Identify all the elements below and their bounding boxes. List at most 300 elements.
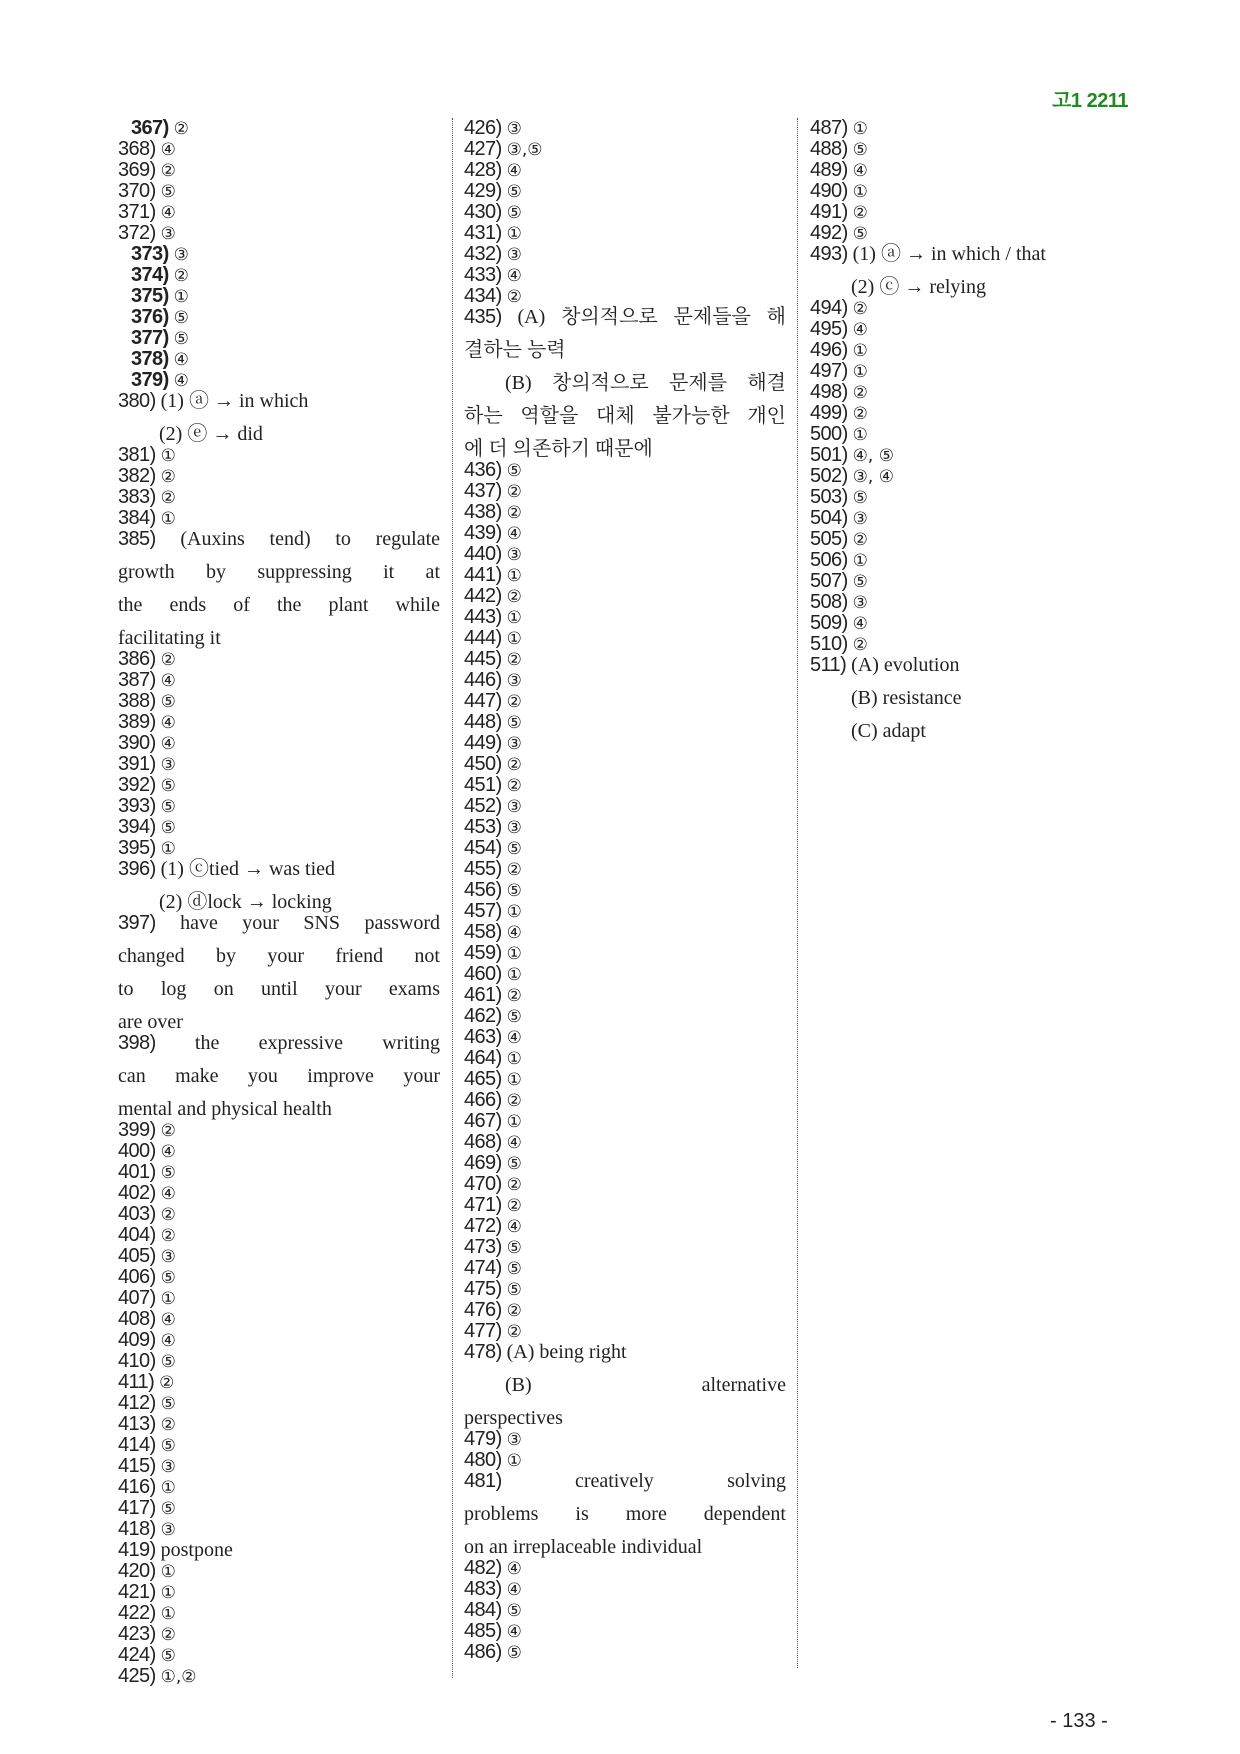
answer-text: ② xyxy=(506,287,522,307)
answer-entry xyxy=(464,1429,786,1450)
answer-entry xyxy=(464,1216,786,1237)
answer-text: ① xyxy=(506,566,522,586)
answer-line xyxy=(810,445,1122,466)
answer-text: ② xyxy=(506,587,522,607)
question-number: 476) xyxy=(464,1299,502,1321)
answer-entry xyxy=(118,286,440,307)
answer-entry xyxy=(810,202,1122,223)
answer-text: ② xyxy=(160,1121,176,1141)
answer-entry xyxy=(464,1471,786,1558)
answer-line xyxy=(810,634,1122,655)
answer-text: ① xyxy=(506,608,522,628)
question-number: 482) xyxy=(464,1557,502,1579)
answer-line xyxy=(810,487,1122,508)
question-number: 437) xyxy=(464,480,502,502)
question-number: 495) xyxy=(810,318,848,340)
answer-text: ① xyxy=(506,1451,522,1471)
answer-entry xyxy=(464,628,786,649)
answer-entry xyxy=(810,139,1122,160)
document-code-header: 고1 2211 xyxy=(1052,90,1128,112)
answer-line xyxy=(118,181,440,202)
answer-text: ⑤ xyxy=(160,1499,176,1519)
answer-entry xyxy=(464,1621,786,1642)
question-number: 426) xyxy=(464,117,502,139)
answer-entry xyxy=(464,901,786,922)
answer-line xyxy=(118,691,440,712)
answer-line xyxy=(464,901,786,922)
question-number: 450) xyxy=(464,753,502,775)
answer-line xyxy=(464,160,786,181)
answer-entry xyxy=(464,139,786,160)
answer-entry xyxy=(464,565,786,586)
question-number: 464) xyxy=(464,1047,502,1069)
question-number: 486) xyxy=(464,1641,502,1663)
answer-line xyxy=(464,307,786,340)
answer-text: ② xyxy=(160,1226,176,1246)
answer-entry xyxy=(464,1174,786,1195)
question-number: 399) xyxy=(118,1119,156,1141)
answer-text: ② xyxy=(160,1205,176,1225)
answer-text: ④ xyxy=(506,1580,522,1600)
question-number: 488) xyxy=(810,138,848,160)
answer-text: ⑤ xyxy=(506,713,522,733)
question-number: 382) xyxy=(118,465,156,487)
question-number: 424) xyxy=(118,1644,156,1666)
answer-entry xyxy=(464,481,786,502)
answer-entry xyxy=(118,1435,440,1456)
answer-text: ④ xyxy=(852,614,868,634)
answer-entry xyxy=(464,691,786,712)
answer-text: ② xyxy=(506,986,522,1006)
answer-entry xyxy=(464,1132,786,1153)
answer-entry xyxy=(464,649,786,670)
answer-text: ④ xyxy=(173,371,189,391)
answer-entry xyxy=(810,160,1122,181)
question-number: 465) xyxy=(464,1068,502,1090)
answer-entry xyxy=(118,487,440,508)
answer-line xyxy=(464,670,786,691)
answer-entry xyxy=(118,649,440,670)
answer-entry xyxy=(118,859,440,913)
answer-line xyxy=(118,466,440,487)
answer-line xyxy=(810,571,1122,592)
answer-text: (1) ⓒtied → was tied xyxy=(160,858,336,880)
answer-line xyxy=(118,595,440,628)
answer-line xyxy=(810,550,1122,571)
answer-text: ② xyxy=(159,1373,175,1393)
answer-text: ⑤ xyxy=(852,572,868,592)
answer-line xyxy=(464,1006,786,1027)
question-number: 453) xyxy=(464,816,502,838)
answer-entry xyxy=(810,244,1122,298)
question-number: 387) xyxy=(118,669,156,691)
question-number: 428) xyxy=(464,159,502,181)
answer-line xyxy=(464,139,786,160)
answer-text: (B) resistance xyxy=(851,687,962,709)
question-number: 385) xyxy=(118,528,156,550)
answer-entry xyxy=(118,1267,440,1288)
answer-line xyxy=(118,349,440,370)
answer-text: ④ xyxy=(160,203,176,223)
question-number: 501) xyxy=(810,444,848,466)
answer-entry xyxy=(118,139,440,160)
answer-line xyxy=(464,1429,786,1450)
question-number: 397) xyxy=(118,912,156,934)
answer-entry xyxy=(464,1600,786,1621)
question-number: 407) xyxy=(118,1287,156,1309)
answer-text: 에 더 의존하기 때문에 xyxy=(464,438,653,460)
answer-entry xyxy=(464,265,786,286)
question-number: 383) xyxy=(118,486,156,508)
question-number: 479) xyxy=(464,1428,502,1450)
question-number: 506) xyxy=(810,549,848,571)
answer-line xyxy=(464,1195,786,1216)
question-number: 503) xyxy=(810,486,848,508)
answer-text: have your SNS password xyxy=(180,912,441,934)
answer-line xyxy=(118,1066,440,1099)
answer-text: ① xyxy=(173,287,189,307)
question-number: 460) xyxy=(464,963,502,985)
answer-text: the expressive writing xyxy=(194,1032,441,1054)
answer-line xyxy=(464,1504,786,1537)
answer-line xyxy=(464,1237,786,1258)
question-number: 509) xyxy=(810,612,848,634)
answer-text: ⑤ xyxy=(160,1646,176,1666)
answer-text: mental and physical health xyxy=(118,1098,332,1120)
question-number: 451) xyxy=(464,774,502,796)
answer-text: (Auxins tend) to regulate xyxy=(180,528,441,550)
answer-entry xyxy=(118,1033,440,1120)
answer-entry xyxy=(118,1477,440,1498)
answer-line xyxy=(810,655,1122,688)
answer-entry xyxy=(118,1372,440,1393)
answer-line xyxy=(118,370,440,391)
answer-text: ③ xyxy=(852,509,868,529)
answer-text: ④ xyxy=(160,713,176,733)
question-number: 372) xyxy=(118,222,156,244)
answer-entry xyxy=(464,1153,786,1174)
answer-line xyxy=(118,508,440,529)
question-number: 417) xyxy=(118,1497,156,1519)
answer-entry xyxy=(118,1456,440,1477)
answer-line xyxy=(464,181,786,202)
answer-line xyxy=(464,586,786,607)
answer-line xyxy=(464,1090,786,1111)
answer-text: ③ xyxy=(852,593,868,613)
answer-text: ④ xyxy=(506,1622,522,1642)
answer-entry xyxy=(464,1111,786,1132)
answer-entry xyxy=(464,1642,786,1663)
answer-text: ① xyxy=(506,902,522,922)
answer-text: ⑤ xyxy=(506,839,522,859)
answer-line xyxy=(810,139,1122,160)
question-number: 378) xyxy=(131,348,169,370)
question-number: 443) xyxy=(464,606,502,628)
question-number: 433) xyxy=(464,264,502,286)
question-number: 430) xyxy=(464,201,502,223)
answer-text: ④ xyxy=(506,524,522,544)
answer-text: to log on until your exams xyxy=(118,978,440,1000)
answer-entry xyxy=(118,307,440,328)
answer-entry xyxy=(118,1666,440,1687)
question-number: 402) xyxy=(118,1182,156,1204)
question-number: 368) xyxy=(118,138,156,160)
answer-entry xyxy=(118,265,440,286)
answer-entry xyxy=(118,1351,440,1372)
answer-line xyxy=(118,1225,440,1246)
answer-text: creatively solving xyxy=(574,1470,786,1492)
question-number: 438) xyxy=(464,501,502,523)
answer-entry xyxy=(118,1393,440,1414)
answer-entry xyxy=(118,670,440,691)
answer-entry xyxy=(118,1204,440,1225)
answer-line xyxy=(464,481,786,502)
answer-text: ② xyxy=(160,161,176,181)
answer-text: ④ xyxy=(506,266,522,286)
answer-line xyxy=(118,1666,440,1687)
answer-line xyxy=(464,502,786,523)
answer-text: ④ xyxy=(173,350,189,370)
answer-entry xyxy=(464,1006,786,1027)
question-number: 429) xyxy=(464,180,502,202)
answer-entry xyxy=(810,592,1122,613)
answer-text: ③ xyxy=(160,1247,176,1267)
answer-entry xyxy=(810,424,1122,445)
question-number: 377) xyxy=(131,327,169,349)
answer-text: ① xyxy=(506,1070,522,1090)
answer-entry xyxy=(118,1414,440,1435)
answer-line xyxy=(464,340,786,373)
question-number: 415) xyxy=(118,1455,156,1477)
answer-entry xyxy=(118,529,440,649)
answer-text: ② xyxy=(506,482,522,502)
answer-entry xyxy=(464,1579,786,1600)
answer-entry xyxy=(118,1645,440,1666)
answer-text: ② xyxy=(506,1091,522,1111)
answer-entry xyxy=(810,319,1122,340)
question-number: 458) xyxy=(464,921,502,943)
answer-entry xyxy=(464,712,786,733)
question-number: 455) xyxy=(464,858,502,880)
answer-line xyxy=(118,1498,440,1519)
answer-line xyxy=(464,1027,786,1048)
answer-line xyxy=(464,1048,786,1069)
answer-line xyxy=(464,223,786,244)
answer-line xyxy=(118,391,440,424)
answer-entry xyxy=(464,202,786,223)
answer-entry xyxy=(464,460,786,481)
answer-entry xyxy=(118,202,440,223)
answer-text: ① xyxy=(852,362,868,382)
answer-text: ⑤ xyxy=(173,308,189,328)
answer-line xyxy=(118,1309,440,1330)
answer-line xyxy=(118,1519,440,1540)
answer-entry xyxy=(810,571,1122,592)
question-number: 412) xyxy=(118,1392,156,1414)
answer-text: ⑤ xyxy=(852,488,868,508)
answer-text: ④ xyxy=(506,1217,522,1237)
question-number: 468) xyxy=(464,1131,502,1153)
answer-text: ④ xyxy=(852,161,868,181)
answer-line xyxy=(118,1033,440,1066)
answer-entry xyxy=(810,508,1122,529)
answer-line xyxy=(464,712,786,733)
question-number: 440) xyxy=(464,543,502,565)
question-number: 496) xyxy=(810,339,848,361)
answer-text: ① xyxy=(160,1583,176,1603)
question-number: 484) xyxy=(464,1599,502,1621)
answer-line xyxy=(118,328,440,349)
answer-line xyxy=(810,613,1122,634)
question-number: 478) xyxy=(464,1341,502,1363)
answer-line xyxy=(464,1621,786,1642)
answer-text: ③ xyxy=(506,1430,522,1450)
question-number: 454) xyxy=(464,837,502,859)
question-number: 434) xyxy=(464,285,502,307)
answer-line xyxy=(118,628,440,649)
question-number: 393) xyxy=(118,795,156,817)
answer-line xyxy=(118,1393,440,1414)
answer-entry xyxy=(118,1519,440,1540)
answer-line xyxy=(118,265,440,286)
answer-text: ① xyxy=(506,944,522,964)
answer-text: ① xyxy=(506,965,522,985)
answer-entry xyxy=(464,922,786,943)
answer-text: ② xyxy=(506,776,522,796)
question-number: 511) xyxy=(810,654,847,676)
question-number: 406) xyxy=(118,1266,156,1288)
answer-entry xyxy=(464,181,786,202)
answer-line xyxy=(464,1408,786,1429)
answer-entry xyxy=(810,340,1122,361)
answer-entry xyxy=(464,1258,786,1279)
answer-line xyxy=(118,733,440,754)
answer-text: problems is more dependent xyxy=(464,1503,786,1525)
answer-entry xyxy=(464,817,786,838)
answer-line xyxy=(118,286,440,307)
answer-line xyxy=(118,1267,440,1288)
answer-text: ② xyxy=(506,650,522,670)
question-number: 379) xyxy=(131,369,169,391)
question-number: 508) xyxy=(810,591,848,613)
answer-entry xyxy=(118,328,440,349)
answer-text: (A) evolution xyxy=(851,654,960,676)
answer-line xyxy=(810,340,1122,361)
answer-line xyxy=(118,1012,440,1033)
answer-line xyxy=(464,859,786,880)
answer-entry xyxy=(464,838,786,859)
answer-entry xyxy=(464,1027,786,1048)
answer-text: ③ xyxy=(160,1457,176,1477)
question-number: 422) xyxy=(118,1602,156,1624)
answer-text: ① xyxy=(160,1478,176,1498)
answer-line xyxy=(118,979,440,1012)
answer-text: ② xyxy=(160,1625,176,1645)
answer-entry xyxy=(118,1141,440,1162)
answer-line xyxy=(118,859,440,892)
answer-line xyxy=(464,649,786,670)
answer-entry xyxy=(464,1090,786,1111)
answer-entry xyxy=(464,286,786,307)
answer-text: ③,⑤ xyxy=(506,140,543,160)
answer-line xyxy=(464,922,786,943)
answer-text: ① xyxy=(852,341,868,361)
answer-line xyxy=(464,1153,786,1174)
answer-text: ⑤ xyxy=(160,1163,176,1183)
answer-text: ① xyxy=(160,839,176,859)
answer-line xyxy=(118,649,440,670)
answer-entry xyxy=(810,466,1122,487)
answer-line xyxy=(464,754,786,775)
answer-text: perspectives xyxy=(464,1407,563,1429)
answer-text: ③ xyxy=(173,245,189,265)
question-number: 472) xyxy=(464,1215,502,1237)
answer-text: the ends of the plant while xyxy=(118,594,440,616)
answer-line xyxy=(118,838,440,859)
question-number: 398) xyxy=(118,1032,156,1054)
answer-text: ② xyxy=(852,203,868,223)
answer-text: ⑤ xyxy=(506,1238,522,1258)
answer-text: ③ xyxy=(506,797,522,817)
answer-entry xyxy=(464,160,786,181)
answer-line xyxy=(464,1642,786,1663)
column-divider xyxy=(452,118,453,1678)
answer-text: ③ xyxy=(160,224,176,244)
question-number: 466) xyxy=(464,1089,502,1111)
answer-line xyxy=(118,1477,440,1498)
answer-entry xyxy=(810,445,1122,466)
answer-line xyxy=(118,529,440,562)
answer-text: ⑤ xyxy=(506,1601,522,1621)
answer-entry xyxy=(118,1582,440,1603)
answer-line xyxy=(810,319,1122,340)
answer-line xyxy=(464,1342,786,1375)
answer-text: ② xyxy=(160,467,176,487)
question-number: 371) xyxy=(118,201,156,223)
question-number: 473) xyxy=(464,1236,502,1258)
answer-line xyxy=(118,754,440,775)
answer-entry xyxy=(118,160,440,181)
answer-line xyxy=(118,1183,440,1204)
answer-line xyxy=(810,592,1122,613)
answer-text: ③ xyxy=(506,671,522,691)
answer-text: ① xyxy=(506,1049,522,1069)
answer-text: ① xyxy=(506,224,522,244)
answer-line xyxy=(464,607,786,628)
question-number: 507) xyxy=(810,570,848,592)
answer-entry xyxy=(810,382,1122,403)
answer-line xyxy=(118,1162,440,1183)
answer-entry xyxy=(464,607,786,628)
question-number: 380) xyxy=(118,390,156,412)
answer-entry xyxy=(464,1342,786,1429)
answer-text: 결하는 능력 xyxy=(464,339,566,361)
answer-entry xyxy=(810,655,1122,742)
answer-line xyxy=(810,424,1122,445)
answer-entry xyxy=(464,670,786,691)
answer-entry xyxy=(118,391,440,445)
answer-text: (2) ⓓlock → locking xyxy=(159,891,332,913)
answer-line xyxy=(118,796,440,817)
question-number: 470) xyxy=(464,1173,502,1195)
answer-entry xyxy=(464,307,786,460)
answer-entry xyxy=(464,502,786,523)
answer-line xyxy=(464,1375,786,1408)
answer-entry xyxy=(464,1279,786,1300)
answer-line xyxy=(118,1624,440,1645)
answer-line xyxy=(464,1069,786,1090)
answer-text: ①,② xyxy=(160,1667,197,1687)
